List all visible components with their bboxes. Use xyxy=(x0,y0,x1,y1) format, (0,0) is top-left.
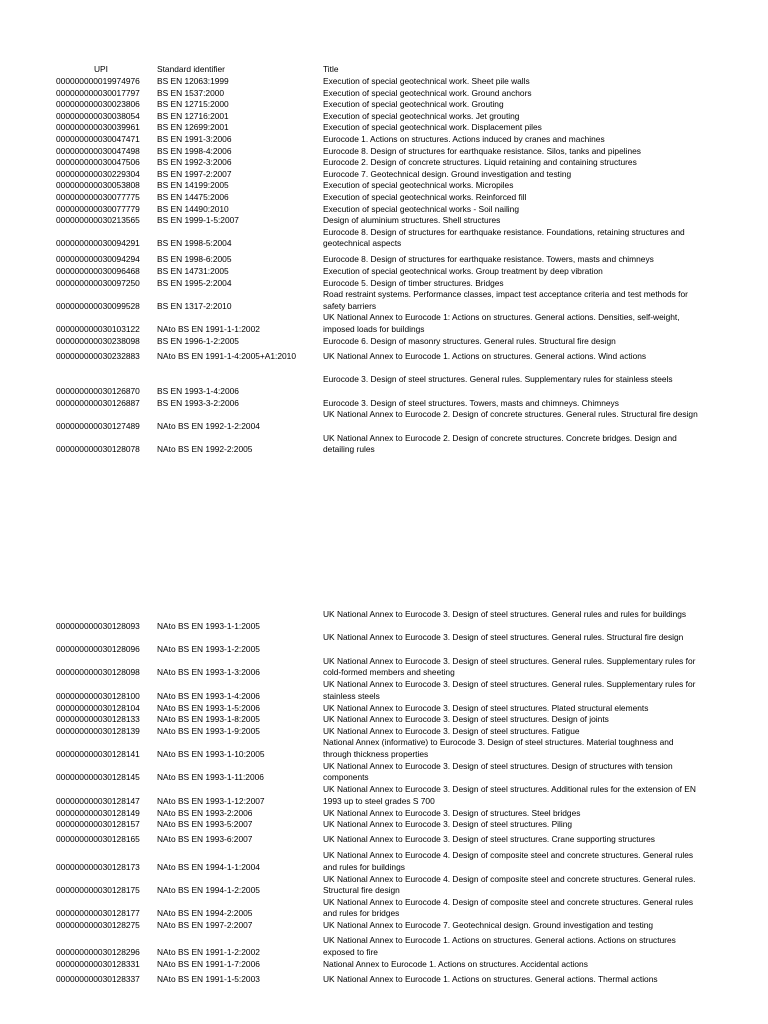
title-cell: National Annex to Eurocode 1. Actions on structures. Accidental actions xyxy=(323,958,588,969)
title-cell: UK National Annex to Eurocode 3. Design of structures. Steel bridges xyxy=(323,807,581,818)
standard-identifier-cell: NAto BS EN 1991-1-2:2002 xyxy=(157,946,260,957)
standard-identifier-cell: NAto BS EN 1993-1-11:2006 xyxy=(157,772,264,783)
standard-identifier-cell: NAto BS EN 1991-1-7:2006 xyxy=(157,958,260,969)
upi-cell: 000000000030232883 xyxy=(56,350,140,361)
table-row xyxy=(0,289,768,312)
standard-identifier-cell: NAto BS EN 1994-1-1:2004 xyxy=(157,861,260,872)
standard-identifier-cell: BS EN 12699:2001 xyxy=(157,122,229,133)
upi-cell: 000000000030128093 xyxy=(56,620,140,631)
title-cell: UK National Annex to Eurocode 1. Actions on structures. General actions. Wind actions xyxy=(323,350,647,361)
title-cell: UK National Annex to Eurocode 3. Design of steel structures. General rules and rules for buildings xyxy=(323,609,687,619)
table-row xyxy=(0,433,768,456)
title-cell: Eurocode 5. Design of timber structures. Bridges xyxy=(323,277,504,288)
table-row xyxy=(0,227,768,255)
upi-cell: 000000000030094294 xyxy=(56,254,140,265)
standard-identifier-cell: NAto BS EN 1991-1-1:2002 xyxy=(157,324,260,335)
table-row xyxy=(0,398,768,410)
standard-identifier-cell: BS EN 1992-3:2006 xyxy=(157,157,232,168)
upi-cell: 000000000030128331 xyxy=(56,958,140,969)
title-cell: Execution of special geotechnical works - Soil nailing xyxy=(323,203,519,214)
table-row xyxy=(0,609,768,632)
title-cell: UK National Annex to Eurocode 1. Actions on structures. General actions. Thermal actions xyxy=(323,973,658,984)
title-cell: UK National Annex to Eurocode 3. Design of steel structures. General rules. Supplementary rules for cold-formed members and sheeting xyxy=(323,655,696,678)
upi-cell: 000000000030128098 xyxy=(56,667,140,678)
upi-cell: 000000000030128100 xyxy=(56,690,140,701)
standard-identifier-cell: BS EN 12715:2000 xyxy=(157,99,229,110)
column-header-row xyxy=(0,64,768,76)
standard-identifier-cell: BS EN 1993-3-2:2006 xyxy=(157,397,239,408)
standard-identifier-cell: BS EN 14475:2006 xyxy=(157,191,229,202)
standard-identifier-cell: NAto BS EN 1993-2:2006 xyxy=(157,807,253,818)
standard-identifier-cell: NAto BS EN 1991-1-5:2003 xyxy=(157,973,260,984)
title-cell: UK National Annex to Eurocode 1. Actions on structures. General actions. Actions on structures exposed to fire xyxy=(323,935,676,957)
standard-identifier-cell: BS EN 14490:2010 xyxy=(157,203,229,214)
title-cell: Execution of special geotechnical works. Reinforced fill xyxy=(323,191,527,202)
upi-cell: 000000000030128165 xyxy=(56,834,140,845)
standard-identifier-cell: NAto BS EN 1993-1-3:2006 xyxy=(157,667,260,678)
table-row xyxy=(0,714,768,726)
table-row xyxy=(0,784,768,807)
standard-identifier-cell: BS EN 1998-6:2005 xyxy=(157,254,232,265)
title-cell: Execution of special geotechnical works. Micropiles xyxy=(323,180,514,191)
upi-cell: 000000000030017797 xyxy=(56,87,140,98)
standard-identifier-cell: BS EN 1997-2:2007 xyxy=(157,168,232,179)
table-row xyxy=(0,169,768,181)
table-row xyxy=(0,726,768,738)
standard-identifier-cell: BS EN 12716:2001 xyxy=(157,110,229,121)
table-row xyxy=(0,254,768,266)
standard-identifier-cell: NAto BS EN 1993-1-10:2005 xyxy=(157,748,265,759)
title-cell: UK National Annex to Eurocode 3. Design of steel structures. Additional rules for the extension of EN 1993 up to steel grades S 700 xyxy=(323,784,696,806)
table-row xyxy=(0,336,768,351)
title-cell: UK National Annex to Eurocode 3. Design of steel structures. General rules. Structural fire design xyxy=(323,632,684,643)
title-cell: Design of aluminium structures. Shell structures xyxy=(323,215,501,226)
title-cell: Eurocode 8. Design of structures for earthquake resistance. Towers, masts and chimneys xyxy=(323,254,654,265)
table-row xyxy=(0,111,768,123)
upi-cell: 000000000019974976 xyxy=(56,76,140,86)
standard-identifier-cell: BS EN 1998-5:2004 xyxy=(157,238,232,249)
title-cell: Execution of special geotechnical work. Displacement piles xyxy=(323,122,542,133)
table-row xyxy=(0,122,768,134)
standard-identifier-cell: BS EN 14731:2005 xyxy=(157,265,229,276)
upi-cell: 000000000030128173 xyxy=(56,861,140,872)
standard-identifier-cell: BS EN 1537:2000 xyxy=(157,87,225,98)
title-cell: Eurocode 6. Design of masonry structures. General rules. Structural fire design xyxy=(323,335,616,346)
standards-table-section-1 xyxy=(0,76,768,456)
table-row xyxy=(0,656,768,679)
upi-cell: 000000000030128157 xyxy=(56,819,140,830)
table-row xyxy=(0,266,768,278)
upi-cell: 000000000030039961 xyxy=(56,122,140,133)
upi-cell: 000000000030128149 xyxy=(56,807,140,818)
upi-cell: 000000000030047506 xyxy=(56,157,140,168)
standard-identifier-cell: NAto BS EN 1993-6:2007 xyxy=(157,834,253,845)
standard-identifier-cell: BS EN 1998-4:2006 xyxy=(157,145,232,156)
table-row xyxy=(0,737,768,760)
standard-identifier-cell: BS EN 14199:2005 xyxy=(157,180,229,191)
upi-cell: 000000000030077775 xyxy=(56,191,140,202)
standard-identifier-cell: NAto BS EN 1993-1-8:2005 xyxy=(157,714,260,725)
upi-cell: 000000000030099528 xyxy=(56,300,140,311)
upi-cell: 000000000030103122 xyxy=(56,324,140,335)
table-row xyxy=(0,819,768,834)
table-row xyxy=(0,215,768,227)
title-cell: UK National Annex to Eurocode 1: Actions on structures. General actions. Densities, self-weight, imposed loads for buildings xyxy=(323,312,680,335)
title-cell: Eurocode 8. Design of structures for earthquake resistance. Foundations, retaining structures and geotechnical aspects xyxy=(323,226,685,249)
table-row xyxy=(0,935,768,958)
title-cell: UK National Annex to Eurocode 3. Design of steel structures. General rules. Supplementary rules for stainless steels xyxy=(323,679,696,701)
table-row xyxy=(0,761,768,784)
table-row xyxy=(0,834,768,850)
title-cell: UK National Annex to Eurocode 3. Design of steel structures. Fatigue xyxy=(323,725,580,736)
table-row xyxy=(0,146,768,158)
standard-identifier-cell: NAto BS EN 1991-1-4:2005+A1:2010 xyxy=(157,350,296,361)
title-cell: UK National Annex to Eurocode 2. Design of concrete structures. General rules. Structural fire design xyxy=(323,409,698,420)
standard-identifier-cell: BS EN 1996-1-2:2005 xyxy=(157,335,239,346)
upi-cell: 000000000030047471 xyxy=(56,133,140,144)
title-cell: National Annex (informative) to Eurocode 3. Design of steel structures. Material toughness and through thickness properties xyxy=(323,737,674,759)
title-cell: Execution of special geotechnical works. Group treatment by deep vibration xyxy=(323,265,603,276)
upi-cell: 000000000030213565 xyxy=(56,215,140,226)
title-cell: UK National Annex to Eurocode 3. Design of steel structures. Design of structures with tension components xyxy=(323,760,673,783)
table-row xyxy=(0,180,768,192)
standard-identifier-cell: NAto BS EN 1993-1-2:2005 xyxy=(157,643,260,654)
header-standard-identifier: Standard identifier xyxy=(157,64,225,74)
title-cell: Execution of special geotechnical work. Grouting xyxy=(323,99,504,110)
upi-cell: 000000000030128139 xyxy=(56,725,140,736)
table-row xyxy=(0,632,768,655)
upi-cell: 000000000030128175 xyxy=(56,885,140,896)
standard-identifier-cell: BS EN 1993-1-4:2006 xyxy=(157,385,239,396)
standard-identifier-cell: NAto BS EN 1993-1-4:2006 xyxy=(157,690,260,701)
upi-cell: 000000000030128145 xyxy=(56,772,140,783)
standard-identifier-cell: NAto BS EN 1993-5:2007 xyxy=(157,819,253,830)
title-cell: UK National Annex to Eurocode 3. Design of steel structures. Plated structural elements xyxy=(323,702,649,713)
upi-cell: 000000000030053808 xyxy=(56,180,140,191)
table-row xyxy=(0,192,768,204)
table-row xyxy=(0,679,768,702)
standard-identifier-cell: BS EN 1317-2:2010 xyxy=(157,300,232,311)
upi-cell: 000000000030128078 xyxy=(56,444,140,455)
table-row xyxy=(0,351,768,374)
table-row xyxy=(0,920,768,935)
upi-cell: 000000000030128296 xyxy=(56,946,140,957)
table-row xyxy=(0,374,768,397)
title-cell: Execution of special geotechnical works. Jet grouting xyxy=(323,110,520,121)
upi-cell: 000000000030097250 xyxy=(56,277,140,288)
table-row xyxy=(0,850,768,873)
upi-cell: 000000000030047498 xyxy=(56,145,140,156)
table-row xyxy=(0,76,768,88)
standard-identifier-cell: NAto BS EN 1994-2:2005 xyxy=(157,908,253,919)
standard-identifier-cell: BS EN 1995-2:2004 xyxy=(157,277,232,288)
title-cell: Eurocode 7. Geotechnical design. Ground investigation and testing xyxy=(323,168,572,179)
standard-identifier-cell: BS EN 12063:1999 xyxy=(157,76,229,86)
standard-identifier-cell: NAto BS EN 1997-2:2007 xyxy=(157,920,253,931)
table-row xyxy=(0,897,768,920)
upi-cell: 000000000030077779 xyxy=(56,203,140,214)
title-cell: UK National Annex to Eurocode 3. Design of steel structures. Design of joints xyxy=(323,714,609,725)
standard-identifier-cell: NAto BS EN 1992-1-2:2004 xyxy=(157,420,260,431)
header-title: Title xyxy=(323,64,339,74)
table-row xyxy=(0,278,768,290)
standards-table-section-2 xyxy=(0,609,768,985)
upi-cell: 000000000030126870 xyxy=(56,385,140,396)
title-cell: UK National Annex to Eurocode 3. Design of steel structures. Crane supporting structures xyxy=(323,834,655,845)
table-row xyxy=(0,808,768,820)
table-row xyxy=(0,88,768,100)
title-cell: Eurocode 3. Design of steel structures. Towers, masts and chimneys. Chimneys xyxy=(323,397,619,408)
standard-identifier-cell: NAto BS EN 1993-1-9:2005 xyxy=(157,725,260,736)
upi-cell: 000000000030023806 xyxy=(56,99,140,110)
title-cell: UK National Annex to Eurocode 2. Design of concrete structures. Concrete bridges. Design and detailing rules xyxy=(323,432,677,455)
title-cell: Execution of special geotechnical work. Ground anchors xyxy=(323,87,532,98)
title-cell: Road restraint systems. Performance classes, impact test acceptance criteria and test methods for safety barriers xyxy=(323,289,688,311)
title-cell: UK National Annex to Eurocode 7. Geotechnical design. Ground investigation and testing xyxy=(323,920,654,931)
title-cell: Eurocode 2. Design of concrete structures. Liquid retaining and containing structures xyxy=(323,157,637,168)
title-cell: Eurocode 1. Actions on structures. Actions induced by cranes and machines xyxy=(323,133,605,144)
table-row xyxy=(0,99,768,111)
standard-identifier-cell: NAto BS EN 1993-1-5:2006 xyxy=(157,702,260,713)
upi-cell: 000000000030229304 xyxy=(56,168,140,179)
title-cell: UK National Annex to Eurocode 4. Design of composite steel and concrete structures. General rules and rules for buildings xyxy=(323,850,694,872)
upi-cell: 000000000030094291 xyxy=(56,238,140,249)
standard-identifier-cell: BS EN 1999-1-5:2007 xyxy=(157,215,239,226)
title-cell: Eurocode 8. Design of structures for earthquake resistance. Silos, tanks and pipelines xyxy=(323,145,641,156)
table-row xyxy=(0,874,768,897)
title-cell: Execution of special geotechnical work. Sheet pile walls xyxy=(323,76,530,86)
standard-identifier-cell: NAto BS EN 1992-2:2005 xyxy=(157,444,253,455)
upi-cell: 000000000030127489 xyxy=(56,420,140,431)
upi-cell: 000000000030238098 xyxy=(56,335,140,346)
table-row xyxy=(0,974,768,986)
standard-identifier-cell: NAto BS EN 1994-1-2:2005 xyxy=(157,885,260,896)
table-row xyxy=(0,409,768,432)
table-row xyxy=(0,204,768,216)
table-row xyxy=(0,157,768,169)
upi-cell: 000000000030128104 xyxy=(56,702,140,713)
title-cell: UK National Annex to Eurocode 3. Design of steel structures. Piling xyxy=(323,819,573,830)
upi-cell: 000000000030096468 xyxy=(56,265,140,276)
upi-cell: 000000000030128177 xyxy=(56,908,140,919)
upi-cell: 000000000030128096 xyxy=(56,643,140,654)
title-cell: UK National Annex to Eurocode 4. Design of composite steel and concrete structures. General rules. Structural fire design xyxy=(323,873,696,896)
standard-identifier-cell: NAto BS EN 1993-1-1:2005 xyxy=(157,620,260,631)
table-row xyxy=(0,703,768,715)
upi-cell: 000000000030128133 xyxy=(56,714,140,725)
standard-identifier-cell: NAto BS EN 1993-1-12:2007 xyxy=(157,795,265,806)
title-cell: Eurocode 3. Design of steel structures. General rules. Supplementary rules for stainless steels xyxy=(323,374,673,385)
upi-cell: 000000000030128275 xyxy=(56,920,140,931)
upi-cell: 000000000030128147 xyxy=(56,795,140,806)
header-upi: UPI xyxy=(94,64,108,74)
title-cell: UK National Annex to Eurocode 4. Design of composite steel and concrete structures. General rules and rules for bridges xyxy=(323,896,694,919)
table-row xyxy=(0,312,768,335)
standard-identifier-cell: BS EN 1991-3:2006 xyxy=(157,133,232,144)
upi-cell: 000000000030126887 xyxy=(56,397,140,408)
upi-cell: 000000000030128141 xyxy=(56,748,140,759)
upi-cell: 000000000030038054 xyxy=(56,110,140,121)
table-row xyxy=(0,134,768,146)
table-row xyxy=(0,959,768,974)
upi-cell: 000000000030128337 xyxy=(56,973,140,984)
